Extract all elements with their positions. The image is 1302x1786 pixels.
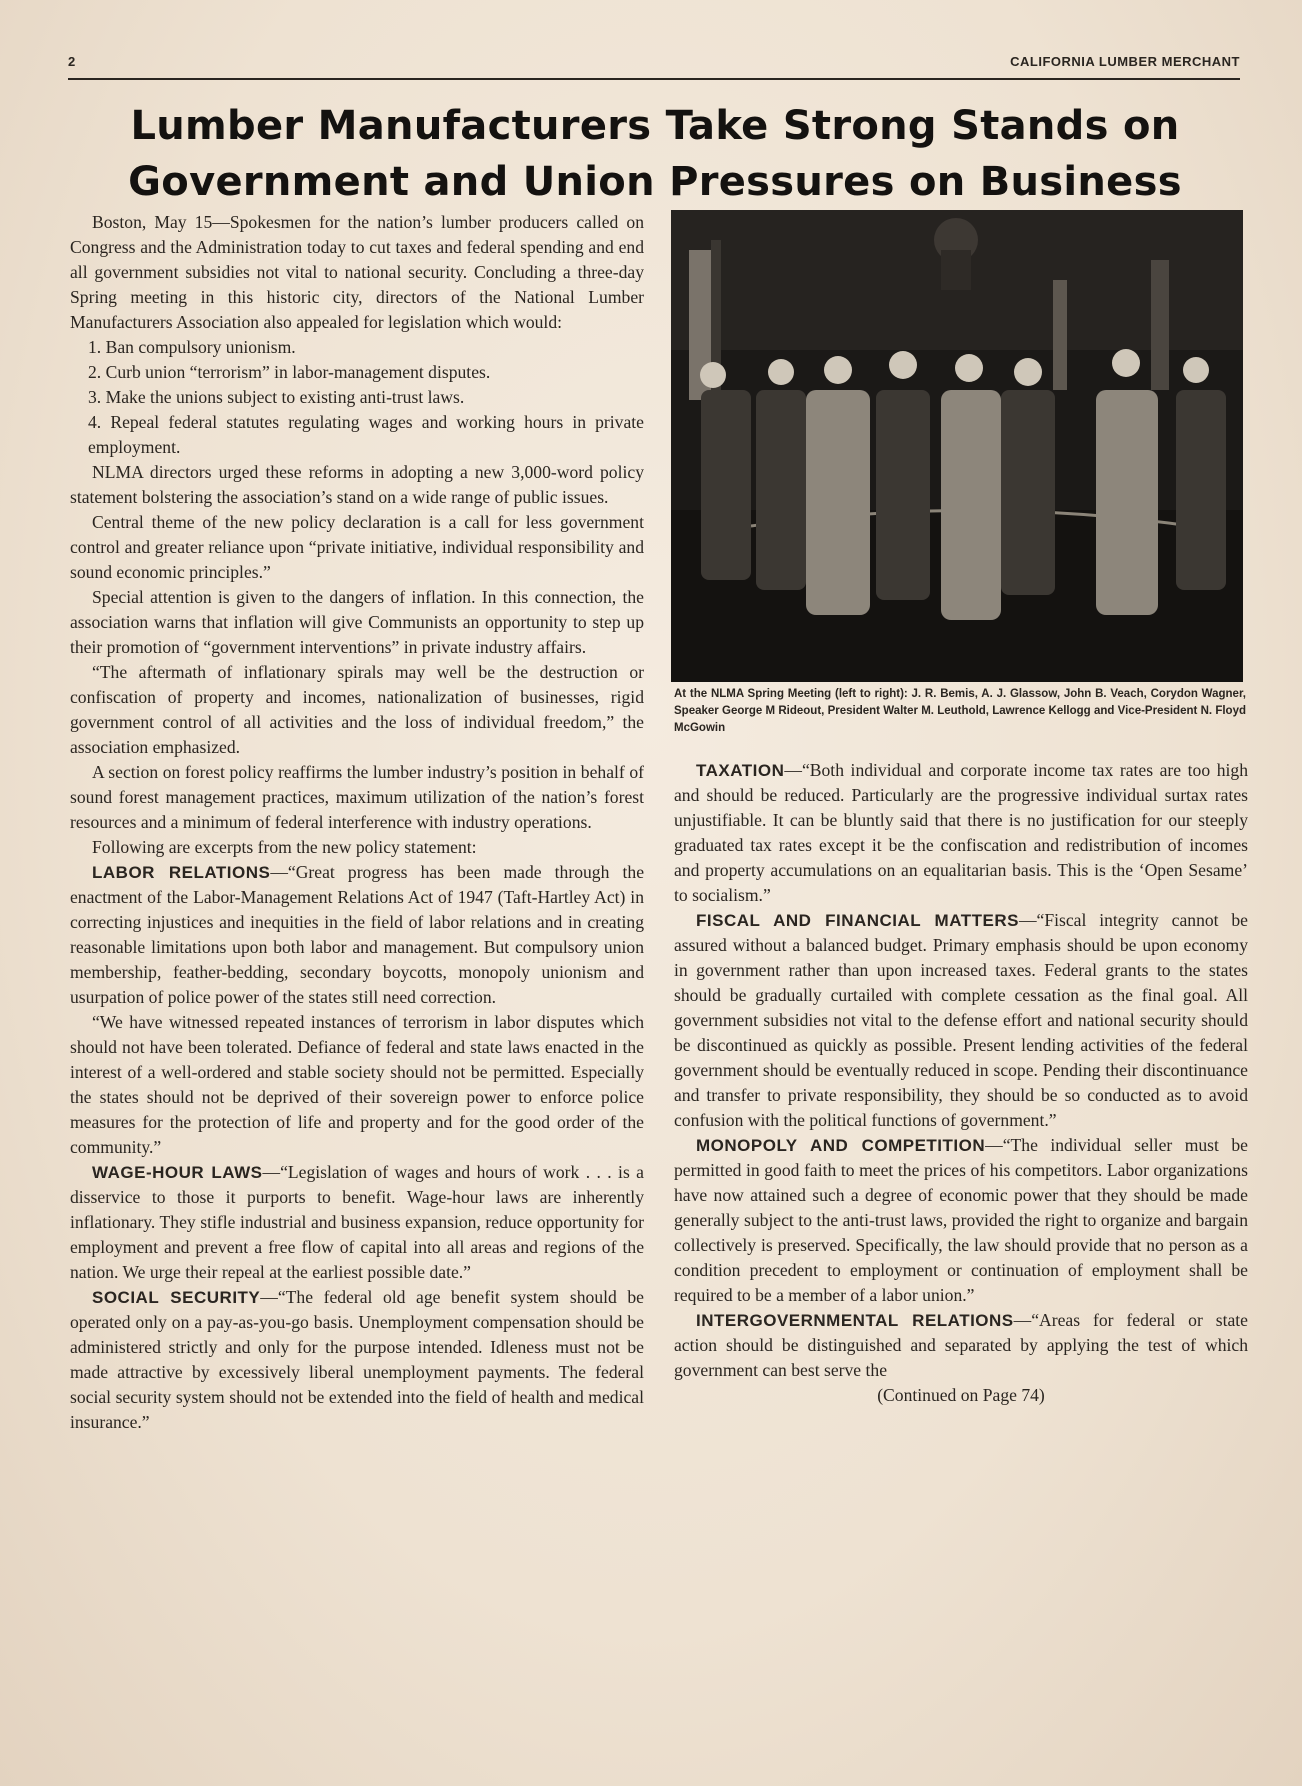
- monopoly-text: —“The individual seller must be permitted in good faith to meet the prices of his competitors. Labor organizations have now attained such a degree of economic power that they should be made generally subject to the anti-trust laws, provided the right to organize and bargain collectively is preserved. Specifically, the law should provide that no person as a condition precedent to employment or continuation of employment shall be required to be a member of a labor union.”: [674, 1135, 1248, 1305]
- fiscal-text: —“Fiscal integrity cannot be assured without a balanced budget. Primary emphasis should be upon economy in government rather than upon increased taxes. Federal grants to the states should be gradually curtailed with complete cessation as the final goal. All government subsidies not vital to the defense effort and national security should be discontinued as quickly as possible. Present lending activities of the federal government should be eventually reduced in scope. Pending their discontinuance and transfer to private responsibility, they should be so conducted as to avoid confusion with the political functions of government.”: [674, 910, 1248, 1130]
- article-column-left: [70, 210, 644, 1435]
- fiscal-heading: FISCAL AND FINANCIAL MATTERS: [696, 911, 1019, 930]
- wage-hour-paragraph: [70, 1160, 644, 1285]
- inflation-paragraph: Special attention is given to the dangers of inflation. In this connection, the association warns that inflation will give Communists an opportunity to step up their promotion of “government interventions” in private industry affairs.: [70, 587, 644, 657]
- headline-line-1: Lumber Manufacturers Take Strong Stands on: [130, 103, 1180, 149]
- forest-paragraph: A section on forest policy reaffirms the lumber industry’s position in behalf of sound forest management practices, maximum utilization of the nation’s forest resources and a minimum of federal interference with industry operations.: [70, 762, 644, 832]
- wage-hour-heading: WAGE-HOUR LAWS: [92, 1163, 263, 1182]
- labor-relations-paragraph: [70, 860, 644, 1010]
- headline-line-2: Government and Union Pressures on Business: [128, 159, 1182, 205]
- labor-relations-text: —“Great progress has been made through the enactment of the Labor-Management Relations Act of 1947 (Taft-Hartley Act) in correcting injustices and inequities in the field of labor relations and in creating reasonable limitations upon both labor and management. But compulsory union membership, feather-bedding, secondary boycotts, monopoly unionism and usurpation of police power of the states still need correction.: [70, 862, 644, 1007]
- monopoly-paragraph: [674, 1133, 1248, 1308]
- terrorism-paragraph: “We have witnessed repeated instances of terrorism in labor disputes which should not have been tolerated. Defiance of federal and state laws enacted in the interest of a well-ordered and stable society should not be permitted. Especially the states should not be deprived of their sovereign power to enforce police measures for the protection of life and property and for the good order of the community.”: [70, 1012, 644, 1157]
- following-paragraph: Following are excerpts from the new policy statement:: [92, 837, 477, 857]
- social-security-text: —“The federal old age benefit system should be operated only on a pay-as-you-go basis. Unemployment compensation should be administered strictly and only for the purpose intended. Idleness must not be made attractive by excessively liberal unemployment payments. The federal social security system should not be extended into the field of health and medical insurance.”: [70, 1287, 644, 1432]
- intro-paragraph: Boston, May 15—Spokesmen for the nation’s lumber producers called on Congress and the Administration today to cut taxes and federal spending and end all government subsidies not vital to national security. Concluding a three-day Spring meeting in this historic city, directors of the National Lumber Manufacturers Association also appealed for legislation which would:: [70, 212, 644, 332]
- monopoly-heading: MONOPOLY AND COMPETITION: [696, 1136, 986, 1155]
- photo-caption: At the NLMA Spring Meeting (left to right): J. R. Bemis, A. J. Glassow, John B. Veach, Corydon Wagner, Speaker George M Rideout, President Walter M. Leuthold, Lawrence Kellogg and Vice-President N. Floyd McGowin: [674, 688, 1246, 734]
- theme-paragraph: Central theme of the new policy declaration is a call for less government control and greater reliance upon “private initiative, individual responsibility and sound economic principles.”: [70, 512, 644, 582]
- demand-item: 4. Repeal federal statutes regulating wages and working hours in private employment.: [88, 412, 644, 457]
- intergovernmental-paragraph: [674, 1308, 1248, 1383]
- taxation-text: —“Both individual and corporate income tax rates are too high and should be reduced. Particularly are the progressive individual surtax rates unjustifiable. It can be bluntly said that there is no justification for our steeply graduated tax rates except it be the confiscation and redistribution of incomes and property accumulations on an equalitarian basis. This is the ‘Open Sesame’ to socialism.”: [674, 760, 1248, 905]
- labor-relations-heading: LABOR RELATIONS: [92, 863, 271, 882]
- fiscal-paragraph: [674, 908, 1248, 1133]
- taxation-paragraph: [674, 758, 1248, 908]
- publication-name: CALIFORNIA LUMBER MERCHANT: [1010, 54, 1240, 69]
- intergovernmental-text: —“Areas for federal or state action should be distinguished and separated by applying the test of which government can best serve the: [674, 1310, 1248, 1380]
- page-header: [68, 52, 1240, 80]
- demand-item: 1. Ban compulsory unionism.: [88, 337, 296, 357]
- intergovernmental-heading: INTERGOVERNMENTAL RELATIONS: [696, 1311, 1014, 1330]
- social-security-paragraph: [70, 1285, 644, 1435]
- wage-hour-text: —“Legislation of wages and hours of work . . . is a disservice to those it purports to benefit. Wage-hour laws are inherently inflationary. They stifle industrial and business expansion, reduce opportunity for employment and prevent a free flow of capital into all areas and regions of the nation. We urge their repeal at the earliest possible date.”: [70, 1162, 644, 1282]
- headline: [90, 98, 1220, 210]
- aftermath-paragraph: “The aftermath of inflationary spirals may well be the destruction or confiscation of property and incomes, nationalization of businesses, rigid government control of all activities and the loss of individual freedom,” the association emphasized.: [70, 662, 644, 757]
- meeting-photo-image: [671, 210, 1243, 682]
- article-column-right: [674, 758, 1248, 1408]
- directors-paragraph: NLMA directors urged these reforms in adopting a new 3,000-word policy statement bolstering the association’s stand on a wide range of public issues.: [70, 462, 644, 507]
- meeting-photo: [671, 210, 1243, 682]
- continued-note: (Continued on Page 74): [877, 1385, 1045, 1405]
- taxation-heading: TAXATION: [696, 761, 785, 780]
- demand-item: 3. Make the unions subject to existing anti-trust laws.: [88, 387, 465, 407]
- demand-item: 2. Curb union “terrorism” in labor-management disputes.: [88, 362, 491, 382]
- social-security-heading: SOCIAL SECURITY: [92, 1288, 261, 1307]
- page-number: 2: [68, 54, 76, 69]
